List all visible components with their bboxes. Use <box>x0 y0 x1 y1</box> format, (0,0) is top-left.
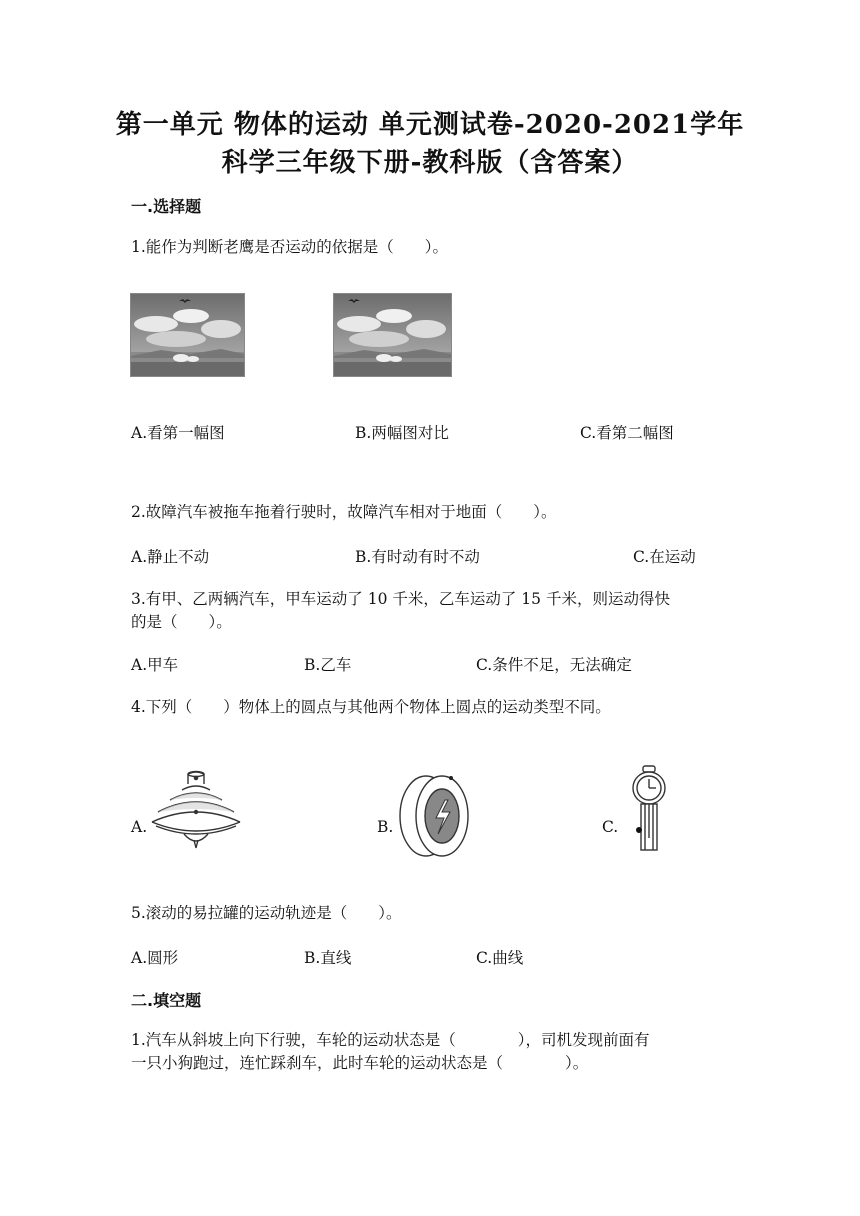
q4-option-b: B. <box>377 818 394 836</box>
spinning-top-image <box>148 768 244 850</box>
eagle-photo-1 <box>130 293 245 377</box>
q4-option-c: C. <box>602 818 619 836</box>
q2-option-a: A.静止不动 <box>131 548 210 566</box>
section-heading-choice: 一.选择题 <box>131 197 202 216</box>
fill-question-1-line2: 一只小狗跑过，连忙踩刹车，此时车轮的运动状态是（ ）。 <box>131 1054 589 1072</box>
yoyo-image <box>396 772 470 860</box>
section-heading-fill: 二.填空题 <box>131 991 202 1010</box>
q5-option-b: B.直线 <box>304 949 352 967</box>
eagle-photo-2 <box>333 293 452 377</box>
q2-option-c: C.在运动 <box>633 548 696 566</box>
q5-option-c: C.曲线 <box>476 949 524 967</box>
doc-title-line2: 科学三年级下册-教科版（含答案） <box>221 148 639 178</box>
q1-option-c: C.看第二幅图 <box>580 424 674 442</box>
q3-option-b: B.乙车 <box>304 656 352 674</box>
question-3-text-line1: 3.有甲、乙两辆汽车，甲车运动了 10 千米，乙车运动了 15 千米，则运动得快 <box>131 590 670 608</box>
question-5-text: 5.滚动的易拉罐的运动轨迹是（ ）。 <box>131 904 402 922</box>
q2-option-b: B.有时动有时不动 <box>355 548 480 566</box>
q5-option-a: A.圆形 <box>131 949 179 967</box>
q3-option-a: A.甲车 <box>131 656 179 674</box>
doc-title-line1: 第一单元 物体的运动 单元测试卷-2020-2021学年 <box>115 110 745 140</box>
fill-question-1-line1: 1.汽车从斜坡上向下行驶，车轮的运动状态是（ ），司机发现前面有 <box>131 1031 650 1049</box>
question-1-text: 1.能作为判断老鹰是否运动的依据是（ ）。 <box>131 238 449 256</box>
q1-option-b: B.两幅图对比 <box>355 424 449 442</box>
q1-option-a: A.看第一幅图 <box>131 424 225 442</box>
q3-option-c: C.条件不足，无法确定 <box>476 656 632 674</box>
pendulum-clock-image <box>625 764 673 856</box>
question-3-text-line2: 的是（ ）。 <box>131 613 232 631</box>
question-4-text: 4.下列（ ）物体上的圆点与其他两个物体上圆点的运动类型不同。 <box>131 698 611 716</box>
question-2-text: 2.故障汽车被拖车拖着行驶时，故障汽车相对于地面（ ）。 <box>131 503 557 521</box>
q4-option-a: A. <box>131 818 148 836</box>
